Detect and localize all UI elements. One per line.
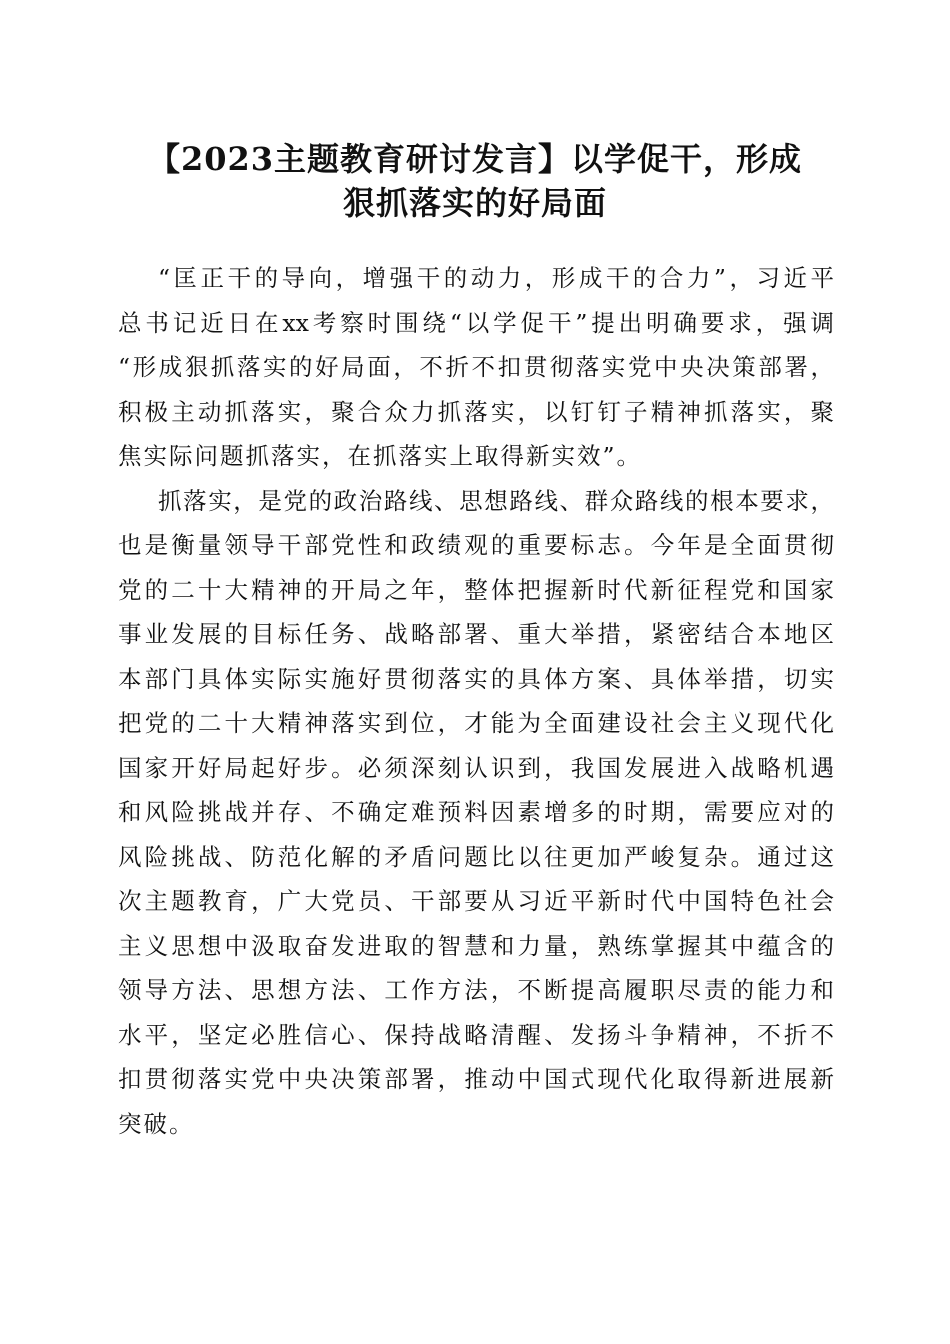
paragraph-1 xyxy=(118,256,834,479)
paragraph-line: “形成狠抓落实的好局面，不折不扣贯彻落实党中央决策部署， xyxy=(118,353,834,381)
paragraph-line: 主义思想中汲取奋发进取的智慧和力量，熟练掌握其中蕴含的 xyxy=(118,931,834,960)
paragraph-line: 水平，坚定必胜信心、保持战略清醒、发扬斗争精神，不折不 xyxy=(118,1020,834,1049)
paragraph-line: 总书记近日在xx考察时围绕“以学促干”提出明确要求，强调 xyxy=(118,308,834,337)
paragraph-line: 领导方法、思想方法、工作方法，不断提高履职尽责的能力和 xyxy=(118,976,834,1004)
paragraph-line: 国家开好局起好步。必须深刻认识到，我国发展进入战略机遇 xyxy=(118,753,834,782)
paragraph-2 xyxy=(118,479,834,1147)
title-line-2: 狠抓落实的好局面 xyxy=(342,184,607,222)
paragraph-line: 党的二十大精神的开局之年，整体把握新时代新征程党和国家 xyxy=(118,575,834,604)
title-line-1: 【2023主题教育研讨发言】以学促干，形成 xyxy=(147,140,803,178)
paragraph-line: 扣贯彻落实党中央决策部署，推动中国式现代化取得新进展新 xyxy=(118,1065,834,1093)
paragraph-line: 焦实际问题抓落实，在抓落实上取得新实效”。 xyxy=(118,442,643,470)
paragraph-line: 风险挑战、防范化解的矛盾问题比以往更加严峻复杂。通过这 xyxy=(118,842,834,871)
document-title xyxy=(118,137,832,225)
paragraph-line: 和风险挑战并存、不确定难预料因素增多的时期，需要应对的 xyxy=(118,798,834,826)
paragraph-line: “匡正干的导向，增强干的动力，形成干的合力”，习近平 xyxy=(158,264,834,292)
paragraph-line: 积极主动抓落实，聚合众力抓落实，以钉钉子精神抓落实，聚 xyxy=(118,397,834,426)
paragraph-line: 事业发展的目标任务、战略部署、重大举措，紧密结合本地区 xyxy=(118,620,834,648)
paragraph-line: 突破。 xyxy=(118,1109,195,1138)
paragraph-line: 把党的二十大精神落实到位，才能为全面建设社会主义现代化 xyxy=(118,709,834,737)
document-body xyxy=(118,256,834,1146)
paragraph-line: 也是衡量领导干部党性和政绩观的重要标志。今年是全面贯彻 xyxy=(118,531,834,559)
paragraph-line: 抓落实，是党的政治路线、思想路线、群众路线的根本要求， xyxy=(158,486,834,515)
paragraph-line: 本部门具体实际实施好贯彻落实的具体方案、具体举措，切实 xyxy=(118,664,834,693)
paragraph-line: 次主题教育，广大党员、干部要从习近平新时代中国特色社会 xyxy=(118,887,834,915)
